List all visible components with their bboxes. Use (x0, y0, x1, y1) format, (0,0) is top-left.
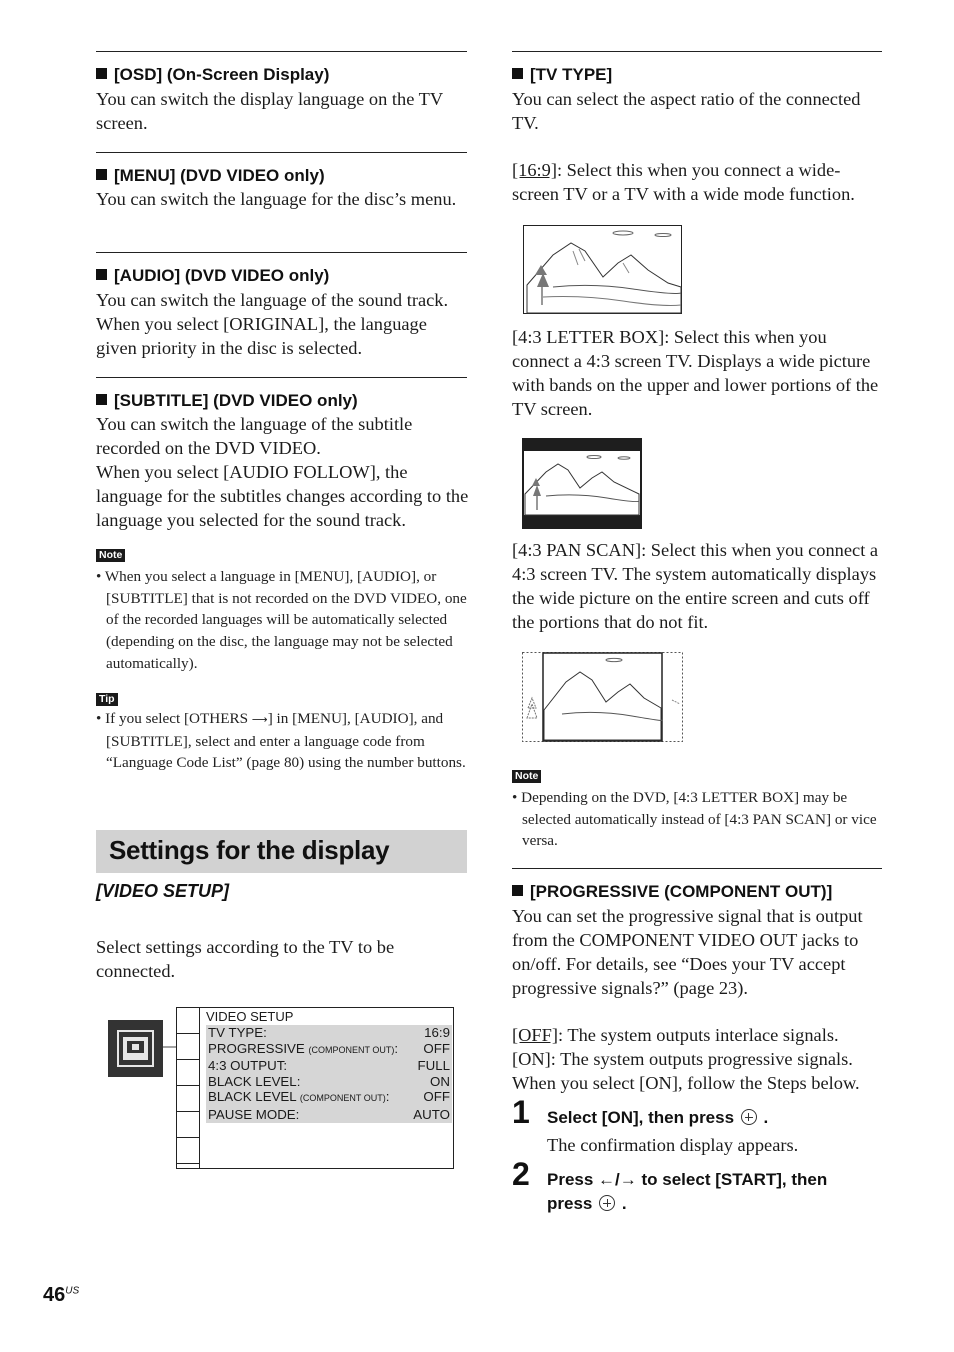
section-title: Settings for the display (109, 835, 390, 865)
tip-text: • If you select [OTHERS ⟶] in [MENU], [AUDIO], and [SUBTITLE], select and enter a language code from “Language Code List” (page 80) using the number buttons. (96, 710, 466, 772)
square-bullet-icon (96, 169, 107, 180)
step-1-text: Select [ON], then press . (547, 1108, 769, 1127)
progressive-options: [OFF]: The system outputs interlace signals. [ON]: The system outputs progressive signals. When you select [ON], follow the Steps below. (512, 1025, 860, 1093)
section-intro: Select settings according to the TV to be connected. (96, 937, 395, 981)
divider (512, 868, 882, 869)
step-1-sub: The confirmation display appears. (547, 1135, 799, 1155)
right-arrow-icon: ⟶ (251, 713, 268, 726)
enter-button-icon (741, 1109, 757, 1125)
step-2-text: Press ←/→ to select [START], then press . (547, 1170, 828, 1213)
menu-icon-column (177, 1008, 200, 1168)
page-number: $46^{US}$ (43, 1284, 80, 1306)
widescreen-illustration (523, 225, 683, 315)
subtitle-heading: [SUBTITLE] (DVD VIDEO only) (96, 391, 358, 411)
audio-text: You can switch the language of the sound track. When you select [ORIGINAL], the language given priority in the disc is selected. (96, 290, 449, 358)
menu-row: PROGRESSIVE (COMPONENT OUT): OFF (208, 1040, 450, 1056)
divider (96, 152, 467, 153)
square-bullet-icon (96, 68, 107, 79)
wide-text: [16:9]: Select this when you connect a wide-screen TV or a TV with a wide mode function. (512, 160, 855, 204)
menu-row: BLACK LEVEL: ON (208, 1073, 450, 1089)
section-subtitle: [VIDEO SETUP] (96, 881, 230, 901)
osd-heading: [OSD] (On-Screen Display) (96, 65, 329, 85)
menu-row: PAUSE MODE: AUTO (208, 1106, 450, 1122)
panscan-illustration (522, 652, 684, 743)
menu-row: BLACK LEVEL (COMPONENT OUT): OFF (208, 1089, 450, 1105)
setup-tab-icon (108, 1020, 163, 1077)
divider (96, 377, 467, 378)
osd-text: You can switch the display language on the TV screen. (96, 89, 443, 133)
tip-tag: Tip (96, 693, 118, 706)
divider (96, 51, 467, 52)
left-right-arrow-icon: ←/→ (598, 1170, 637, 1189)
square-bullet-icon (512, 885, 523, 896)
tvtype-heading: [TV TYPE] (512, 65, 612, 85)
tvtype-text: You can select the aspect ratio of the connected TV. (512, 89, 861, 133)
section-banner (96, 830, 467, 873)
note-tag: Note (512, 770, 541, 783)
menu-text: You can switch the language for the disc’s menu. (96, 189, 457, 209)
square-bullet-icon (96, 394, 107, 405)
enter-button-icon (599, 1195, 615, 1211)
subtitle-text: You can switch the language of the subtitle recorded on the DVD VIDEO. When you select [AUDIO FOLLOW], the language for the subtitles changes according to the language you selected for the sound track. (96, 414, 469, 530)
note-tag: Note (96, 549, 125, 562)
divider (512, 51, 882, 52)
progressive-text: You can set the progressive signal that is output from the COMPONENT VIDEO OUT jacks to on/off. For details, see “Does your TV accept progressive signals?” (page 23). (512, 906, 863, 998)
square-bullet-icon (512, 68, 523, 79)
letterbox-illustration (522, 438, 643, 530)
step-1-number: 1 (512, 1094, 530, 1130)
panscan-text: [4:3 PAN SCAN]: Select this when you connect a 4:3 screen TV. The system automatically displays the wide picture on the entire screen and cuts off the portions that do not fit. (512, 540, 879, 632)
note-text: • When you select a language in [MENU], [AUDIO], or [SUBTITLE] that is not recorded on the DVD VIDEO, one of the recorded languages will be automatically selected (depending on the disc, the language may not be selected automatically). (96, 568, 467, 672)
menu-heading: [MENU] (DVD VIDEO only) (96, 166, 325, 186)
audio-heading: [AUDIO] (DVD VIDEO only) (96, 266, 329, 286)
square-bullet-icon (96, 269, 107, 280)
menu-row: 4:3 OUTPUT: FULL (208, 1058, 450, 1074)
video-setup-menu (176, 1007, 454, 1169)
step-2-number: 2 (512, 1156, 530, 1192)
menu-row: TV TYPE: 16:9 (208, 1025, 450, 1040)
note-text: • Depending on the DVD, [4:3 LETTER BOX] may be selected automatically instead of [4:3 PAN SCAN] or vice versa. (512, 789, 877, 850)
menu-title: VIDEO SETUP (206, 1009, 294, 1024)
menu-rows (206, 1025, 452, 1123)
divider (96, 252, 467, 253)
letterbox-text: [4:3 LETTER BOX]: Select this when you connect a 4:3 screen TV. Displays a wide picture with bands on the upper and lower portions of the TV screen. (512, 327, 879, 419)
progressive-heading: [PROGRESSIVE (COMPONENT OUT)] (512, 882, 832, 902)
